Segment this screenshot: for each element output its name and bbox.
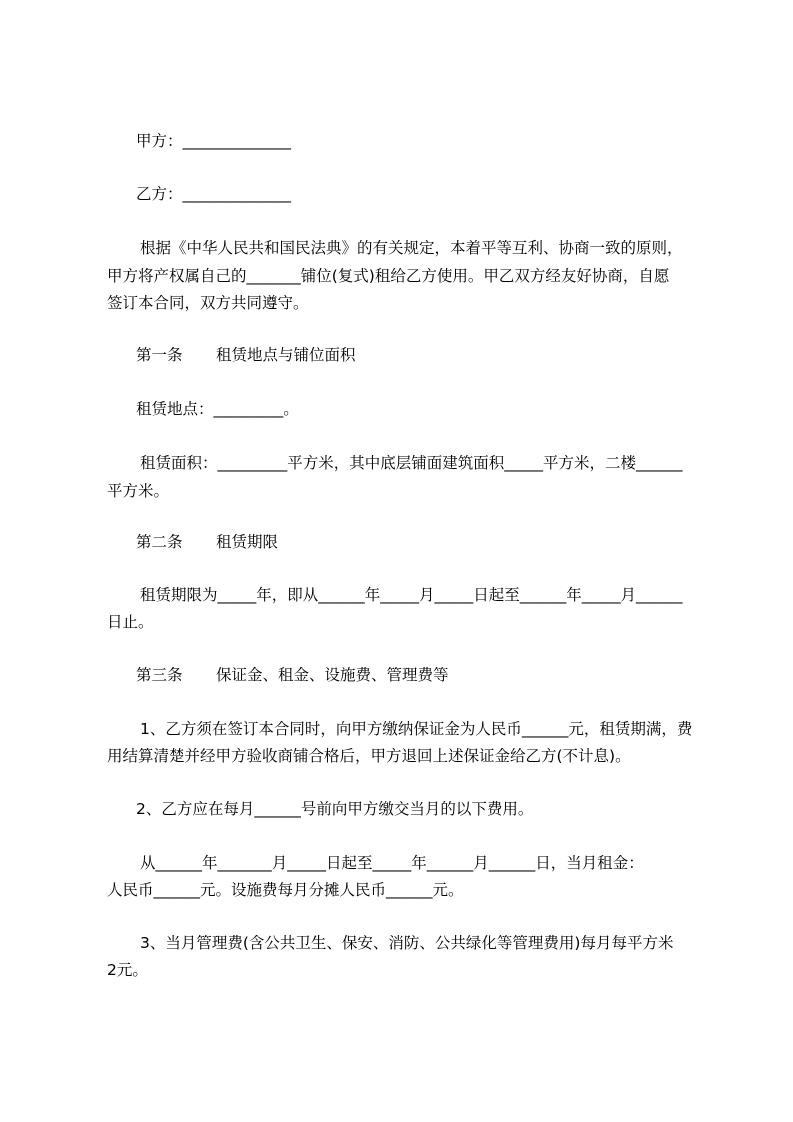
lease-location-line: 租赁地点：_________。 (136, 400, 299, 418)
fees-line-2: 人民币______元。设施费每月分摊人民币______元。 (107, 881, 464, 899)
lease-area-line-2: 平方米。 (107, 482, 170, 500)
clause-1-line-1: 1、乙方须在签订本合同时，向甲方缴纳保证金为人民币______元，租赁期满，费 (140, 720, 693, 738)
lease-term-line-2: 日止。 (107, 613, 154, 631)
preamble-line-3: 签订本合同，双方共同遵守。 (107, 294, 309, 312)
clause-3-line-1: 3、当月管理费(含公共卫生、保安、消防、公共绿化等管理费用)每月每平方米 (140, 934, 674, 952)
article-1-title: 租赁地点与铺位面积 (216, 346, 356, 364)
clause-1-line-2: 用结算清楚并经甲方验收商铺合格后，甲方退回上述保证金给乙方(不计息)。 (107, 747, 631, 765)
fees-line-1: 从______年_______月_____日起至_____年______月______日，当月租金： (140, 854, 644, 872)
preamble-line-2: 甲方将产权属自己的_______铺位(复式)租给乙方使用。甲乙双方经友好协商，自愿 (107, 267, 670, 285)
article-1-number: 第一条 (136, 346, 183, 364)
lease-term-line-1: 租赁期限为_____年，即从______年_____月_____日起至______年_____月______ (140, 586, 683, 604)
article-2-title: 租赁期限 (216, 533, 279, 551)
article-3-number: 第三条 (136, 666, 183, 684)
article-2-number: 第二条 (136, 533, 183, 551)
party-a-line: 甲方：______________ (136, 132, 292, 150)
clause-2-line: 2、乙方应在每月______号前向甲方缴交当月的以下费用。 (136, 800, 534, 818)
lease-area-line-1: 租赁面积：_________平方米，其中底层铺面建筑面积_____平方米，二楼______ (140, 454, 683, 472)
article-3-title: 保证金、租金、设施费、管理费等 (216, 666, 449, 684)
preamble-line-1: 根据《中华人民共和国民法典》的有关规定，本着平等互利、协商一致的原则， (140, 239, 683, 257)
party-b-line: 乙方：______________ (136, 185, 292, 203)
clause-3-line-2: 2元。 (107, 961, 148, 979)
